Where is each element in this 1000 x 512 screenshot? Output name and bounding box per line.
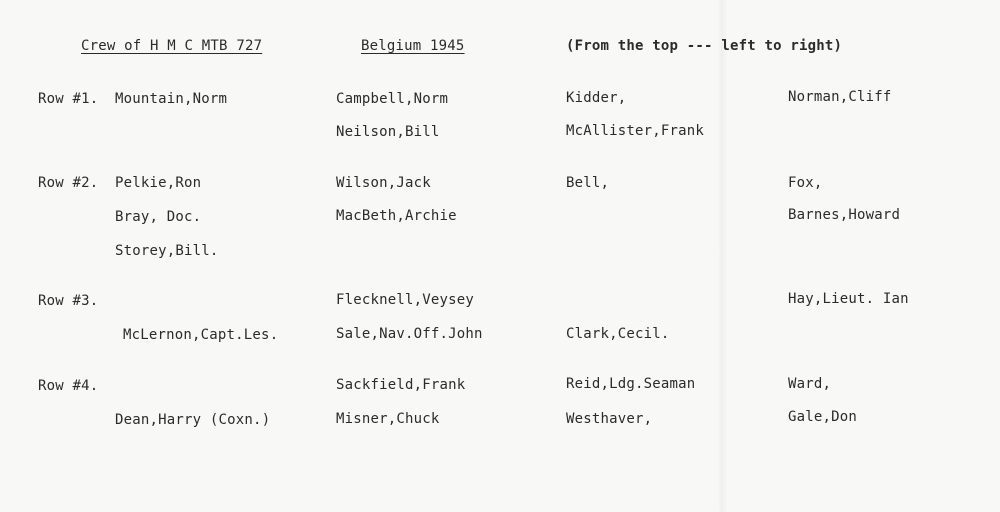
crew-name: Bell, bbox=[566, 175, 610, 191]
row-label-3: Row #3. bbox=[38, 293, 99, 309]
crew-name: Kidder, bbox=[566, 90, 627, 106]
crew-name: Reid,Ldg.Seaman bbox=[566, 376, 696, 392]
crew-name: Norman,Cliff bbox=[788, 89, 892, 105]
crew-name: Bray, Doc. bbox=[115, 209, 202, 225]
crew-title: Crew of H M C MTB 727 bbox=[81, 38, 263, 54]
crew-name: Gale,Don bbox=[788, 409, 858, 425]
row-label-2: Row #2. bbox=[38, 175, 99, 191]
row-label-4: Row #4. bbox=[38, 378, 99, 394]
crew-name: Pelkie,Ron bbox=[115, 175, 202, 191]
location-year: Belgium 1945 bbox=[361, 38, 465, 54]
crew-name: Clark,Cecil. bbox=[566, 326, 670, 342]
crew-name: Flecknell,Veysey bbox=[336, 292, 475, 308]
ordering-note: (From the top --- left to right) bbox=[566, 38, 843, 54]
crew-name: Dean,Harry (Coxn.) bbox=[115, 412, 271, 428]
crew-name: Neilson,Bill bbox=[336, 124, 440, 140]
row-label-1: Row #1. bbox=[38, 91, 99, 107]
crew-name: Fox, bbox=[788, 175, 823, 191]
crew-name: Campbell,Norm bbox=[336, 91, 449, 107]
crew-name: Westhaver, bbox=[566, 411, 653, 427]
crew-name: Wilson,Jack bbox=[336, 175, 431, 191]
crew-name: Barnes,Howard bbox=[788, 207, 901, 223]
crew-name: MacBeth,Archie bbox=[336, 208, 457, 224]
crew-name: Hay,Lieut. Ian bbox=[788, 291, 909, 307]
crew-name: Misner,Chuck bbox=[336, 411, 440, 427]
crew-name: McLernon,Capt.Les. bbox=[123, 327, 279, 343]
crew-name: McAllister,Frank bbox=[566, 123, 705, 139]
crew-name: Storey,Bill. bbox=[115, 243, 219, 259]
crew-name: Sale,Nav.Off.John bbox=[336, 326, 483, 342]
crew-name: Sackfield,Frank bbox=[336, 377, 466, 393]
crew-name: Ward, bbox=[788, 376, 832, 392]
crew-name: Mountain,Norm bbox=[115, 91, 228, 107]
